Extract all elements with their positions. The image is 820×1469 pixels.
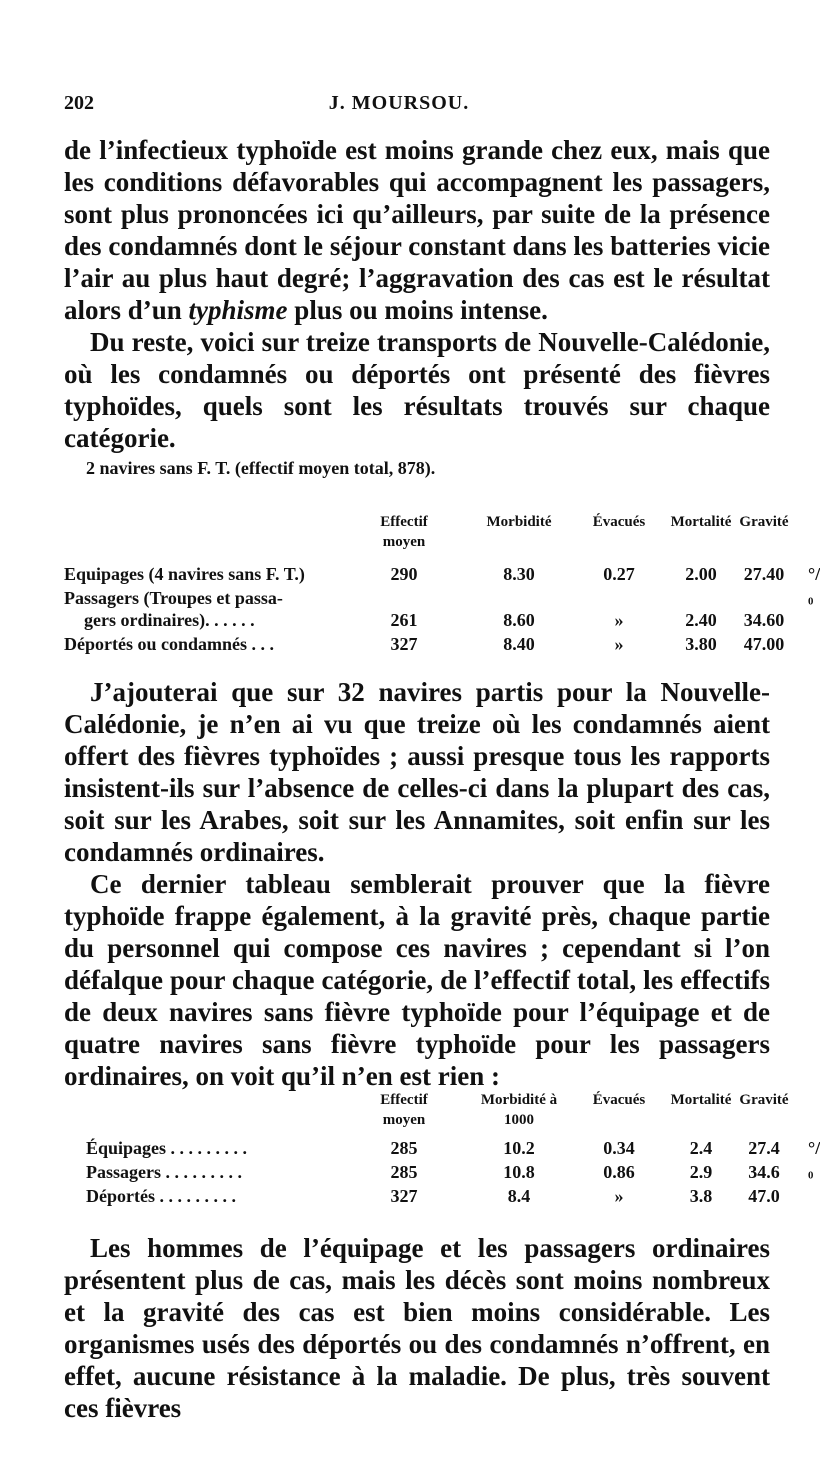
- cell-value: 327: [390, 1186, 418, 1206]
- cell-value: 27.4: [748, 1138, 780, 1158]
- cell-value: 3.8: [689, 1186, 713, 1206]
- paragraph-1: [64, 134, 770, 326]
- table-2-header-row: [64, 1090, 789, 1134]
- table-row: [64, 588, 770, 612]
- row-label: Déportés ou condamnés . . .: [64, 634, 274, 654]
- cell-value: 8.30: [503, 564, 535, 584]
- cell-value: 10.8: [503, 1162, 535, 1182]
- italic-term: typhisme: [188, 295, 288, 325]
- cell-value: 2.40: [685, 610, 717, 630]
- table-1-header-cell: Morbidité: [486, 514, 552, 530]
- cell-value: »: [614, 610, 624, 630]
- table-1-header-cell: Mortalité: [670, 514, 732, 530]
- cell-value: 0.86: [603, 1162, 635, 1182]
- table-2-header-cell: Évacués: [592, 1092, 646, 1108]
- running-title: J. MOURSOU.: [328, 92, 470, 114]
- cell-value: 8.60: [503, 610, 535, 630]
- percent-unit: °/₀: [808, 1138, 820, 1179]
- paragraph-5: Les hommes de l’équipage et les passagers ordinaires présentent plus de cas, mais les décès sont moins nombreux et la gravité des cas est bien moins considérable. Les organismes usés des déportés ou des condamnés n’offrent, en effet, aucune résistance à la maladie. De plus, très souvent ces fièvres: [64, 1233, 770, 1423]
- page-number: 202: [64, 92, 94, 114]
- paragraph-4: Ce dernier tableau semblerait prouver que la fièvre typhoïde frappe également, à la gravité près, chaque partie du personnel qui compose ces navires ; cependant si l’on défalque pour chaque catégorie, de l’effectif total, les effectifs de deux navires sans fièvre typhoïde pour l’équipage et de quatre navires sans fièvre typhoïde pour les passagers ordinaires, on voit qu’il n’en est rien :: [64, 869, 770, 1091]
- row-label: Passagers (Troupes et passa-: [64, 588, 283, 608]
- table-2-header-cell: Mortalité: [670, 1092, 732, 1108]
- table-row: [64, 634, 785, 658]
- row-label: Equipages (4 navires sans F. T.): [64, 564, 305, 584]
- row-label: Équipages . . . . . . . . .: [86, 1138, 248, 1158]
- cell-value: 290: [390, 564, 418, 584]
- table-1-header-cell: Gravité: [739, 514, 789, 530]
- cell-value: 2.00: [685, 564, 717, 584]
- cell-value: 34.6: [748, 1162, 780, 1182]
- cell-value: 27.40: [743, 564, 785, 584]
- cell-value: »: [614, 634, 624, 654]
- cell-value: 261: [390, 610, 418, 630]
- table-row: [64, 1162, 780, 1186]
- cell-value: 47.00: [743, 634, 785, 654]
- cell-value: 285: [390, 1138, 418, 1158]
- row-label-continued: gers ordinaires). . . . . .: [84, 610, 255, 630]
- paragraph-1-text: de l’infectieux typhoïde est moins grande chez eux, mais que les conditions défavorables qui accompagnent les passagers, sont plus prononcées ici qu’ailleurs, par suite de la présence des condamnés dont le séjour constant dans les batteries vicie l’air au plus haut degré; l’aggravation des cas est le résultat alors d’un: [64, 135, 770, 325]
- cell-value: 0.34: [603, 1138, 635, 1158]
- cell-value: »: [614, 1186, 624, 1206]
- cell-value: 3.80: [685, 634, 717, 654]
- cell-value: 2.9: [689, 1162, 713, 1182]
- cell-value: 285: [390, 1162, 418, 1182]
- cell-value: 2.4: [689, 1138, 713, 1158]
- cell-value: 8.4: [507, 1186, 531, 1206]
- table-1-header-cell: Évacués: [592, 514, 646, 530]
- row-label: Déportés . . . . . . . . .: [86, 1186, 236, 1206]
- table-row: [64, 610, 785, 634]
- table-1-header-row: [64, 512, 789, 556]
- page-header: [64, 92, 734, 122]
- paragraph-3: J’ajouterai que sur 32 navires partis pour la Nouvelle-Calédonie, je n’en ai vu que treize où les condamnés aient offert des fièvres typhoïdes ; aussi presque tous les rapports insistent-ils sur l’absence de celles-ci dans la plupart des cas, soit sur les Arabes, soit sur les Annamites, soit enfin sur les condamnés ordinaires.: [64, 677, 770, 867]
- table-2-header-cell: Gravité: [739, 1092, 789, 1108]
- paragraph-2: Du reste, voici sur treize transports de Nouvelle-Calédonie, où les condamnés ou déportés ont présenté des fièvres typhoïdes, quels sont les résultats trouvés sur chaque catégorie.: [64, 327, 770, 453]
- cell-value: 0.27: [603, 564, 635, 584]
- table-2-header-cell: Effectif moyen: [380, 1092, 428, 1128]
- cell-value: 34.60: [743, 610, 785, 630]
- row-label: Passagers . . . . . . . . .: [86, 1162, 242, 1182]
- cell-value: 8.40: [503, 634, 535, 654]
- table-1-header-cell: Effectif moyen: [380, 514, 428, 550]
- percent-unit: °/₀: [808, 564, 820, 605]
- paragraph-1-end: plus ou moins intense.: [294, 295, 548, 325]
- table-2-header-cell: Morbidité à 1000: [480, 1092, 558, 1128]
- table-1-caption: 2 navires sans F. T. (effectif moyen total, 878).: [86, 458, 436, 478]
- cell-value: 10.2: [503, 1138, 535, 1158]
- cell-value: 47.0: [748, 1186, 780, 1206]
- table-row: [64, 1186, 780, 1210]
- cell-value: 327: [390, 634, 418, 654]
